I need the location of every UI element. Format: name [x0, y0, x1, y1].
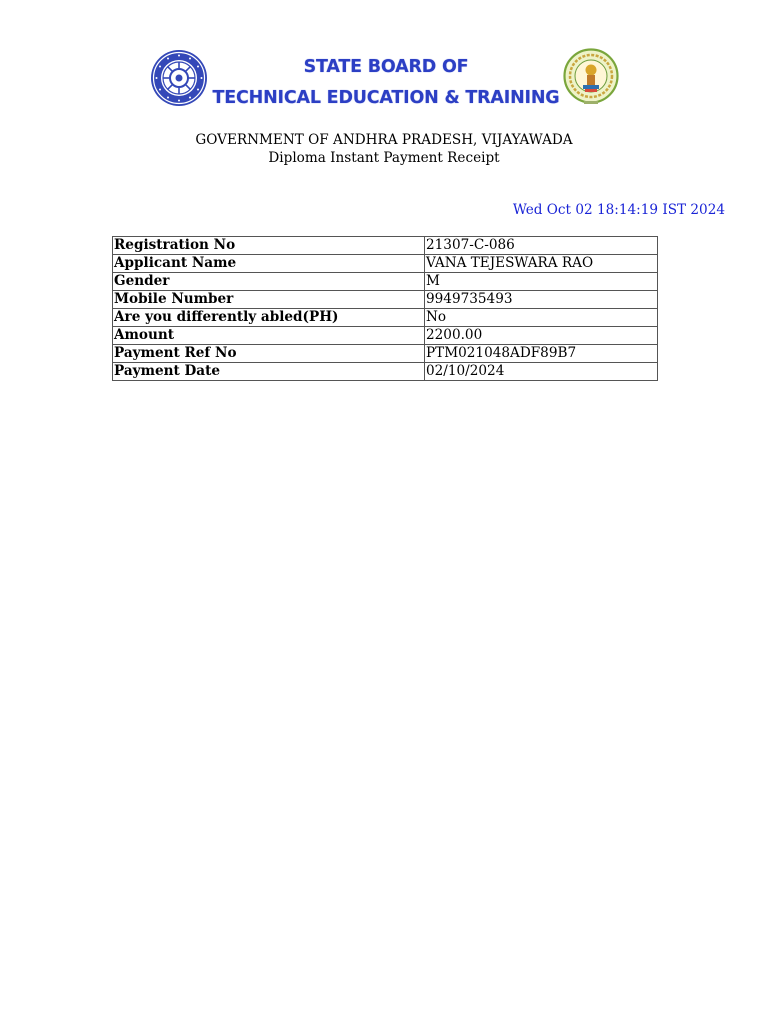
row-value: 02/10/2024: [425, 363, 658, 381]
table-row-payment-date: [113, 363, 658, 381]
row-label: Applicant Name: [113, 255, 425, 273]
andhra-pradesh-emblem-icon: [563, 48, 619, 108]
row-label: Are you differently abled(PH): [113, 309, 425, 327]
receipt-timestamp: Wed Oct 02 18:14:19 IST 2024: [512, 202, 725, 218]
table-row-mobile-number: [113, 291, 658, 309]
row-label: Payment Date: [113, 363, 425, 381]
board-title-line1: STATE BOARD OF: [303, 57, 469, 77]
payment-details-table: [112, 236, 658, 381]
board-title: [210, 52, 562, 114]
government-heading: GOVERNMENT OF ANDHRA PRADESH, VIJAYAWADA: [195, 132, 573, 148]
row-label: Mobile Number: [113, 291, 425, 309]
table-row-amount: [113, 327, 658, 345]
table-row-payment-ref-no: [113, 345, 658, 363]
row-value: No: [425, 309, 658, 327]
row-value: 21307-C-086: [425, 237, 658, 255]
row-label: Payment Ref No: [113, 345, 425, 363]
board-title-line2: TECHNICAL EDUCATION & TRAINING: [212, 88, 560, 108]
receipt-title: Diploma Instant Payment Receipt: [268, 150, 500, 166]
table-row-differently-abled: [113, 309, 658, 327]
row-value: PTM021048ADF89B7: [425, 345, 658, 363]
sbtet-seal-icon: [150, 49, 208, 107]
row-value: 2200.00: [425, 327, 658, 345]
row-value: VANA TEJESWARA RAO: [425, 255, 658, 273]
table-row-applicant-name: [113, 255, 658, 273]
row-value: M: [425, 273, 658, 291]
header: [150, 48, 620, 114]
table-row-registration-no: [113, 237, 658, 255]
row-label: Gender: [113, 273, 425, 291]
row-value: 9949735493: [425, 291, 658, 309]
table-row-gender: [113, 273, 658, 291]
row-label: Registration No: [113, 237, 425, 255]
row-label: Amount: [113, 327, 425, 345]
